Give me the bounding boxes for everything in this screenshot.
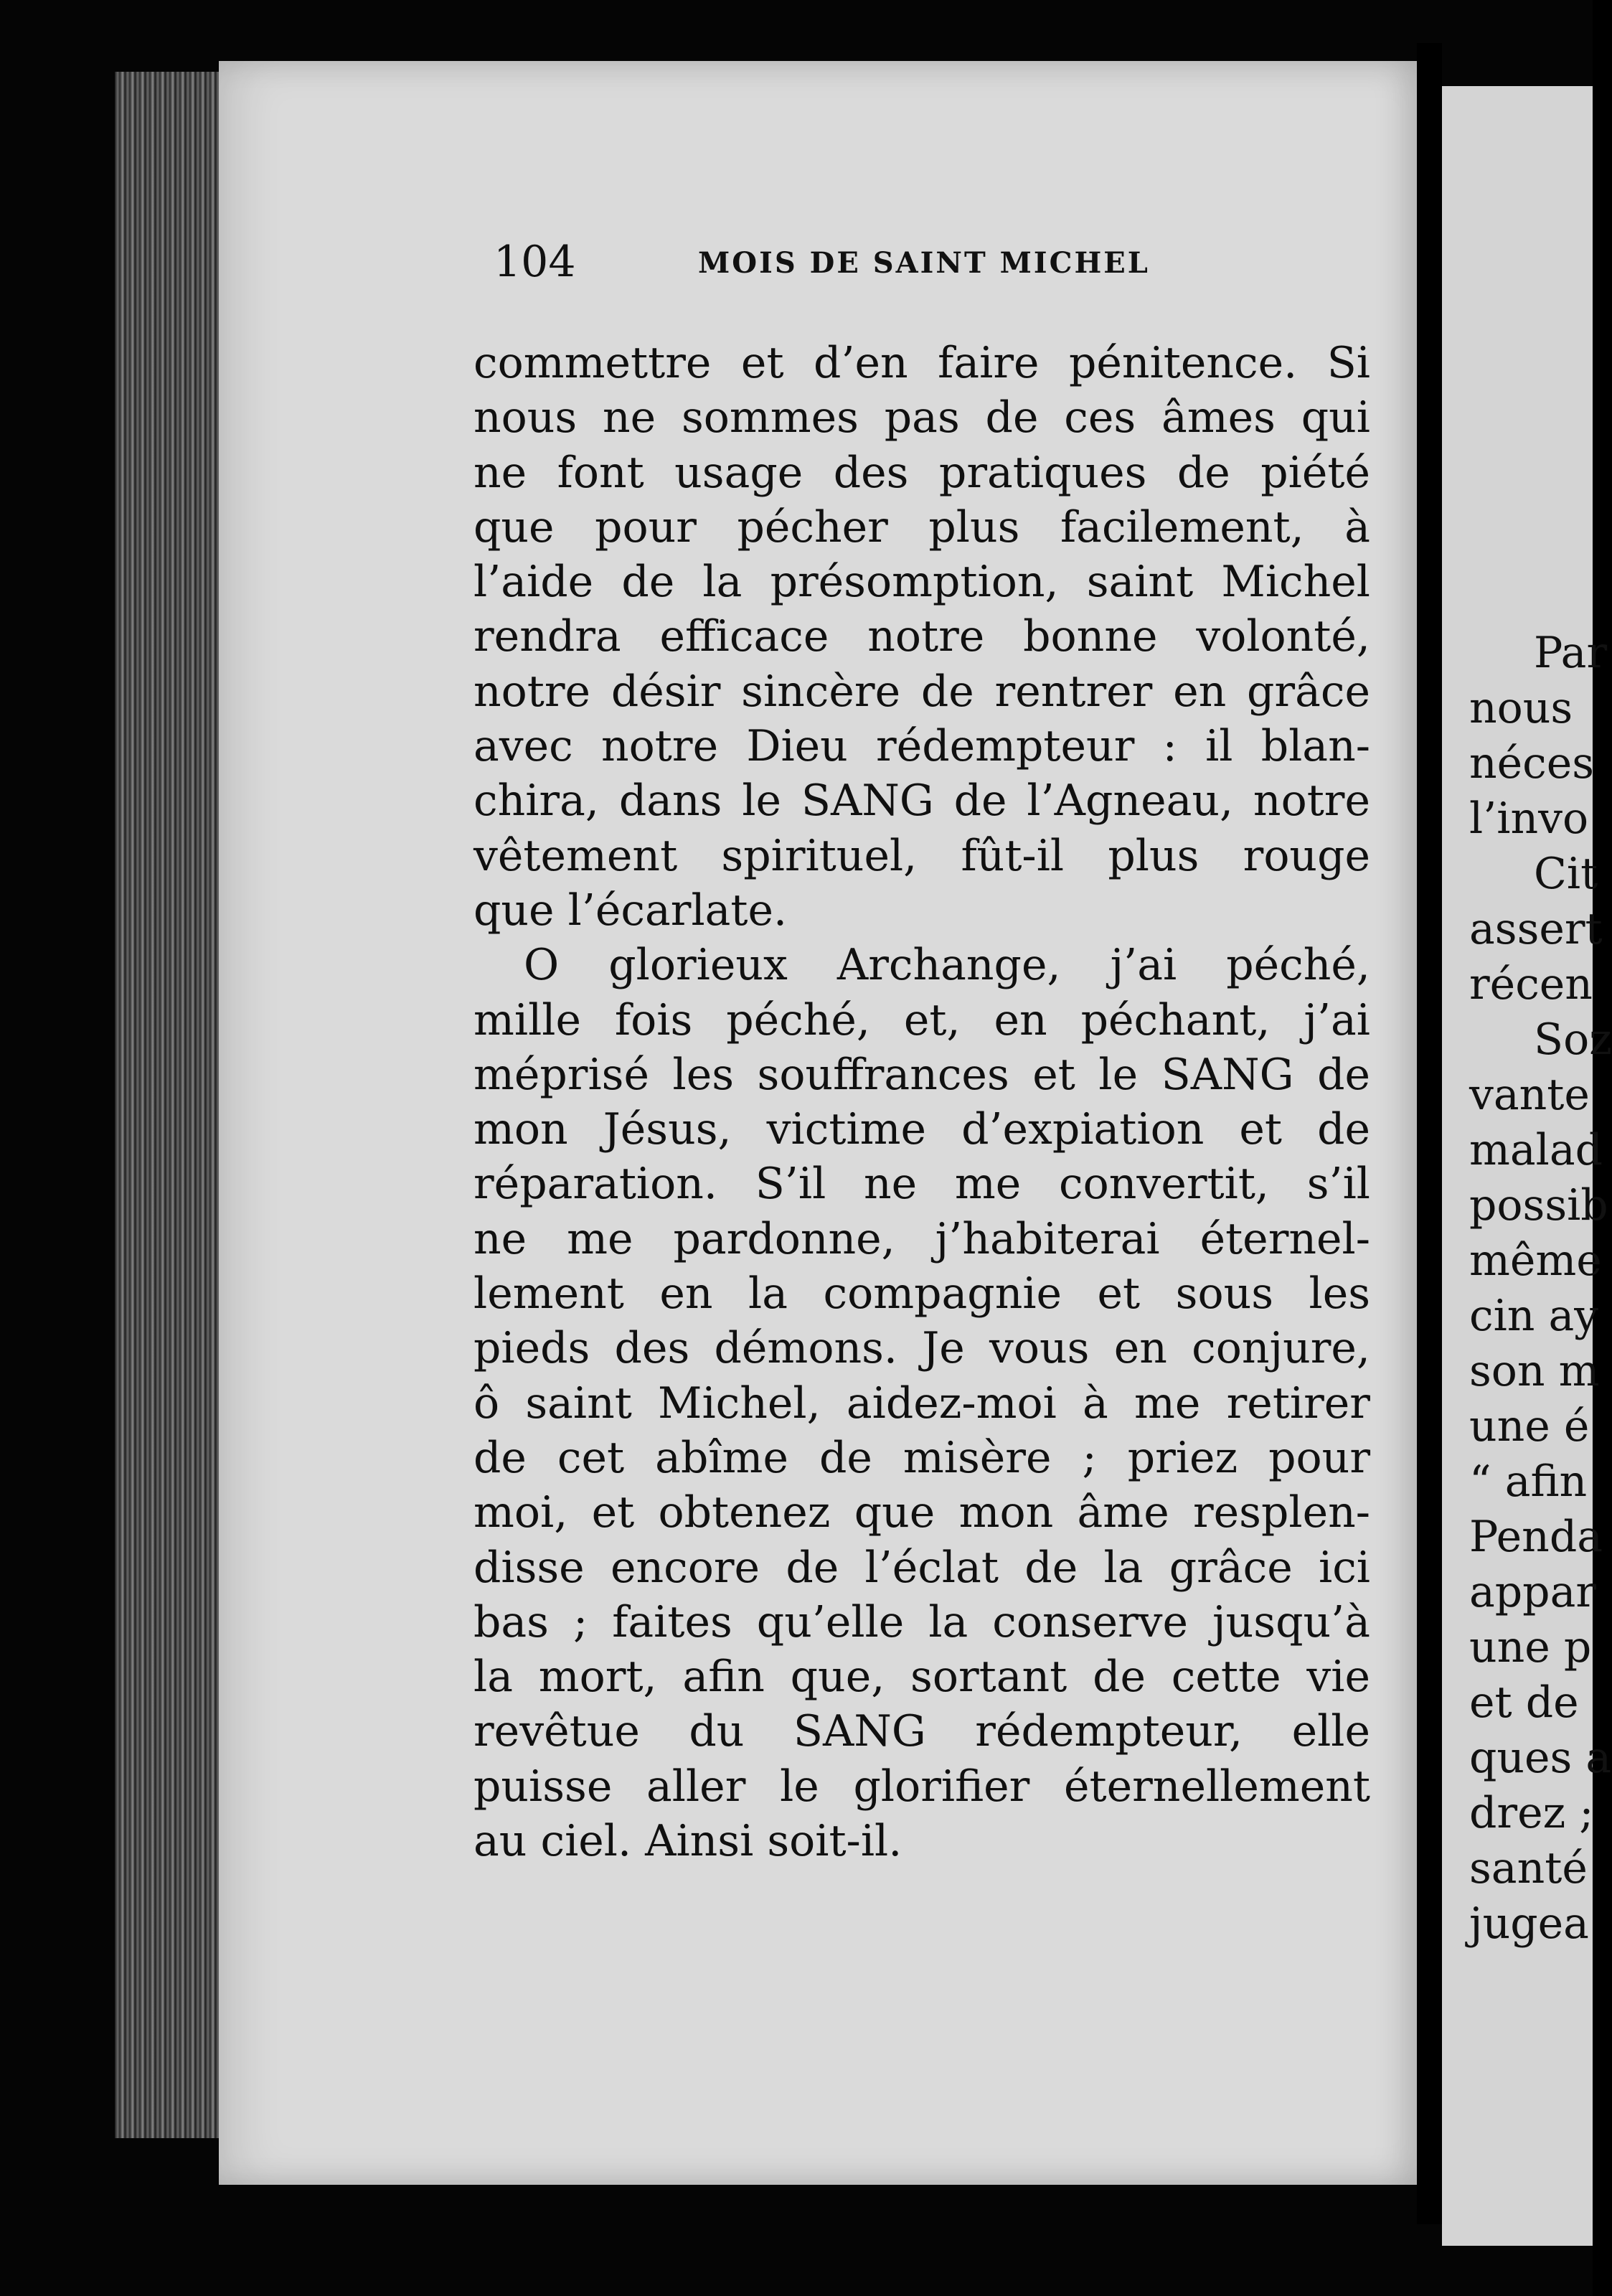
- text-line: méprisé les souffrances et le SANG de: [473, 1049, 1370, 1100]
- right-page-text: [1469, 626, 1612, 1952]
- text-line: ô saint Michel, aidez-moi à me retirer: [473, 1378, 1370, 1429]
- right-text-line: possib: [1469, 1180, 1608, 1231]
- running-head: [494, 233, 1376, 298]
- right-text-line: cin ay: [1469, 1291, 1599, 1341]
- right-text-line: Soz: [1534, 1015, 1612, 1065]
- text-line: rendra efficace notre bonne volonté,: [473, 611, 1370, 662]
- right-page: [1442, 86, 1612, 2246]
- text-line: O glorieux Archange, j’ai péché,: [524, 940, 1370, 991]
- text-line: l’aide de la présomption, saint Michel: [473, 557, 1370, 608]
- right-text-line: récen: [1469, 959, 1593, 1010]
- text-line: nous ne sommes pas de ces âmes qui: [473, 392, 1370, 443]
- right-text-line: Par: [1534, 628, 1608, 678]
- right-text-line: nous: [1469, 683, 1573, 733]
- text-line: puisse aller le glorifier éternellement: [473, 1761, 1370, 1812]
- text-line: au ciel. Ainsi soit-il.: [473, 1816, 902, 1867]
- running-title: MOIS DE SAINT MICHEL: [698, 246, 1150, 280]
- right-text-line: malad: [1469, 1125, 1603, 1175]
- text-line: pieds des démons. Je vous en conjure,: [473, 1323, 1370, 1374]
- right-text-line: Penda: [1469, 1512, 1603, 1562]
- text-line: que l’écarlate.: [473, 885, 788, 936]
- right-text-line: “ afin: [1469, 1457, 1588, 1507]
- text-line: disse encore de l’éclat de la grâce ici: [473, 1542, 1370, 1593]
- text-line: ne me pardonne, j’habiterai éternel-: [473, 1213, 1370, 1264]
- right-text-line: une p: [1469, 1622, 1592, 1672]
- text-line: que pour pécher plus facilement, à: [473, 502, 1370, 552]
- text-line: vêtement spirituel, fût-il plus rouge: [473, 830, 1370, 881]
- text-line: bas ; faites qu’elle la conserve jusqu’à: [473, 1596, 1370, 1647]
- body-text: [473, 336, 1370, 1868]
- right-text-line: et de: [1469, 1678, 1579, 1728]
- text-line: lement en la compagnie et sous les: [473, 1269, 1370, 1319]
- page-gutter: [1417, 43, 1442, 2224]
- right-text-line: vante: [1469, 1070, 1590, 1120]
- text-line: mille fois péché, et, en péchant, j’ai: [473, 994, 1370, 1045]
- right-text-line: santé: [1469, 1843, 1588, 1893]
- right-text-line: son m: [1469, 1346, 1600, 1396]
- text-line: revêtue du SANG rédempteur, elle: [473, 1706, 1370, 1757]
- text-line: notre désir sincère de rentrer en grâce: [473, 666, 1370, 717]
- text-line: la mort, afin que, sortant de cette vie: [473, 1652, 1370, 1703]
- right-text-line: même: [1469, 1236, 1602, 1286]
- right-text-line: drez ;: [1469, 1788, 1594, 1838]
- text-line: chira, dans le SANG de l’Agneau, notre: [473, 776, 1370, 827]
- text-line: moi, et obtenez que mon âme resplen-: [473, 1487, 1370, 1538]
- right-text-line: assert: [1469, 904, 1603, 954]
- book-page-edges: [115, 72, 222, 2138]
- text-line: mon Jésus, victime d’expiation et de: [473, 1104, 1370, 1155]
- text-line: commettre et d’en faire pénitence. Si: [473, 338, 1370, 388]
- text-line: avec notre Dieu rédempteur : il blan-: [473, 721, 1370, 772]
- right-text-line: jugea: [1469, 1899, 1589, 1949]
- page-number: 104: [494, 237, 576, 287]
- right-text-line: appar: [1469, 1567, 1597, 1617]
- right-text-line: Cit: [1534, 849, 1598, 899]
- right-text-line: l’invo: [1469, 794, 1589, 844]
- right-text-line: néces: [1469, 738, 1595, 789]
- right-text-line: une é: [1469, 1401, 1590, 1452]
- text-line: ne font usage des pratiques de piété: [473, 447, 1370, 498]
- text-line: de cet abîme de misère ; priez pour: [473, 1432, 1370, 1483]
- text-line: réparation. S’il ne me convertit, s’il: [473, 1159, 1370, 1210]
- right-text-line: ques a: [1469, 1733, 1612, 1783]
